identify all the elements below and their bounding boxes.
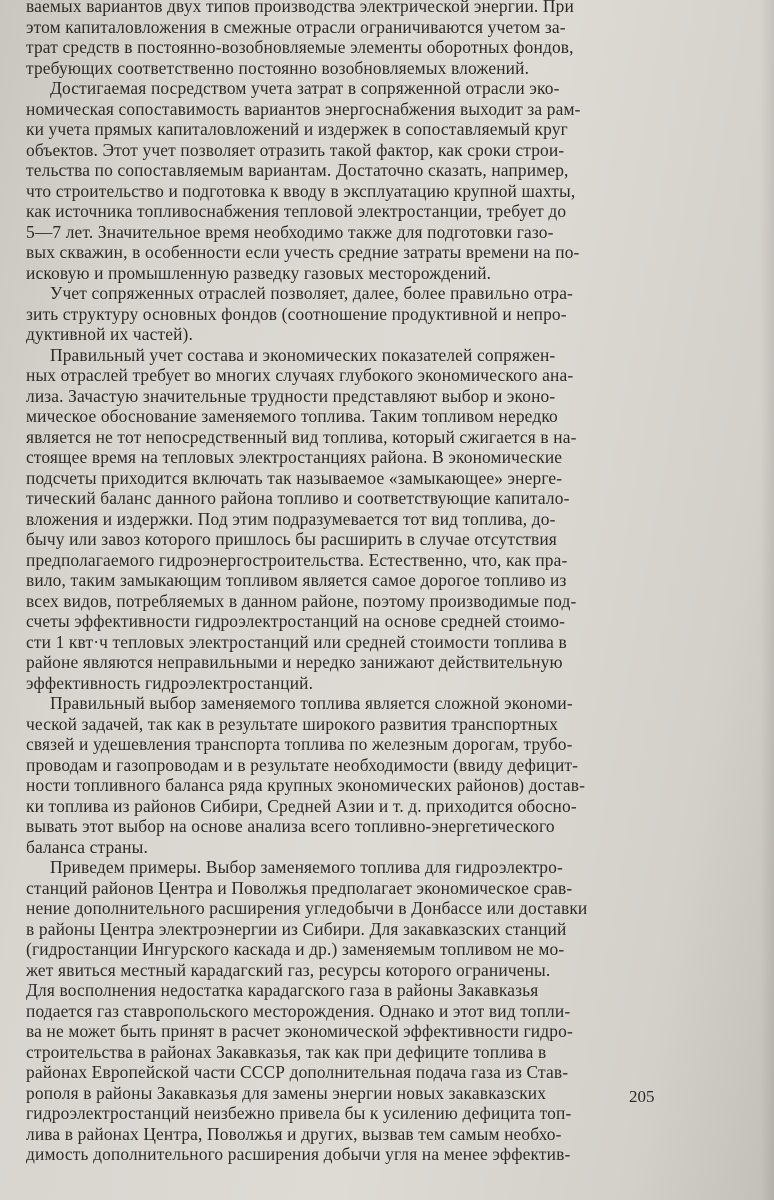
text-line: объектов. Этот учет позволяет отразить такой фактор, как сроки строи- (26, 139, 565, 160)
text-line: зить структуру основных фондов (соотношение продуктивной и непро- (26, 303, 567, 324)
paragraph-5 (26, 693, 758, 857)
text-line: предполагаемого гидроэнергостроительства. Естественно, что, как пра- (26, 549, 568, 570)
text-line: гидроэлектростанций неизбежно привела бы к усилению дефицита топ- (26, 1103, 572, 1123)
text-line: ных отраслей требует во многих случаях глубокого экономического ана- (26, 365, 574, 385)
text-line: стоящее время на тепловых электростанциях района. В экономические (26, 447, 563, 467)
page-edge-shadow (760, 0, 774, 1200)
text-line: дуктивной их частей). (26, 324, 193, 344)
text-line: эффективность гидроэлектростанций. (26, 672, 314, 693)
text-line: тический баланс данного района топливо и соответствующие капитало- (26, 488, 570, 508)
text-line: ности топливного баланса ряда крупных экономических районов) достав- (26, 775, 586, 795)
text-line: вых скважин, в особенности если учесть средние затраты времени на по- (26, 242, 580, 262)
text-line: вывать этот выбор на основе анализа всего топливно-энергетического (26, 816, 555, 836)
text-line: Правильный учет состава и экономических показателей сопряжен- (50, 344, 556, 365)
text-line: станций районов Центра и Поволжья предполагает экономическое срав- (26, 877, 573, 898)
text-line: мическое обоснование заменяемого топлива. Таким топливом нередко (26, 406, 558, 426)
text-line: ва не может быть принят в расчет экономической эффективности гидро- (26, 1021, 573, 1041)
text-line: как источника топливоснабжения тепловой электростанции, требует до (26, 201, 567, 221)
text-line: подсчеты приходится включать так называемое «замыкающее» энерге- (26, 467, 563, 488)
text-line: сти 1 квт·ч тепловых электростанций или средней стоимости топлива в (26, 631, 567, 652)
body-text (26, 0, 758, 1165)
text-line: вложения и издержки. Под этим подразумевается тот вид топлива, до- (26, 508, 556, 529)
text-line: ки топлива из районов Сибири, Средней Азии и т. д. приходится обосно- (26, 795, 577, 816)
text-line: Приведем примеры. Выбор заменяемого топлива для гидроэлектро- (50, 857, 563, 877)
paragraph-3 (26, 283, 758, 345)
text-line: всех видов, потребляемых в данном районе, поэтому производимые под- (26, 590, 577, 611)
text-line: этом капиталовложения в смежные отрасли ограничиваются учетом за- (26, 16, 566, 37)
text-line: что строительство и подготовка к вводу в эксплуатацию крупной шахты, (26, 180, 576, 201)
text-line: ваемых вариантов двух типов производства электрической энергии. При (26, 0, 574, 16)
text-line: строительства в районах Закавказья, так как при дефиците топлива в (26, 1041, 547, 1062)
text-line: является не тот непосредственный вид топлива, который сжигается в на- (26, 426, 577, 447)
text-line: 5—7 лет. Значительное время необходимо также для подготовки газо- (26, 221, 554, 242)
text-line: димость дополнительного расширения добычи угля на менее эффектив- (26, 1144, 571, 1164)
text-line: счеты эффективности гидроэлектростанций на основе средней стоимо- (26, 611, 566, 631)
text-line: связей и удешевления транспорта топлива по железным дорогам, трубо- (26, 734, 573, 754)
text-line: ки учета прямых капиталовложений и издержек в сопоставляемый круг (26, 119, 568, 139)
text-line: Для восполнения недостатка карадагского газа в районы Закавказья (26, 980, 539, 1000)
text-line: требующих соответственно постоянно возобновляемых вложений. (26, 57, 530, 78)
paragraph-6 (26, 857, 758, 1165)
paragraph-1 (26, 0, 758, 78)
text-line: районах Европейской части СССР дополнительная подача газа из Став- (26, 1062, 569, 1082)
text-line: Достигаемая посредством учета затрат в сопряженной отрасли эко- (50, 78, 560, 98)
text-line: подается газ ставропольского месторождения. Однако и этот вид топли- (26, 1000, 571, 1021)
text-line: нение дополнительного расширения угледобычи в Донбассе или доставки (26, 898, 588, 918)
paragraph-4 (26, 345, 758, 694)
text-line: исковую и промышленную разведку газовых месторождений. (26, 262, 492, 283)
text-line: номическая сопоставимость вариантов энергоснабжения выходит за рам- (26, 98, 581, 119)
text-line: лиза. Зачастую значительные трудности представляют выбор и эконо- (26, 385, 556, 406)
text-line: баланса страны. (26, 836, 148, 857)
text-line: трат средств в постоянно-возобновляемые элементы оборотных фондов, (26, 37, 574, 57)
text-line: ческой задачей, так как в результате широкого развития транспортных (26, 713, 559, 734)
text-line: районе являются неправильными и нередко занижают действительную (26, 652, 563, 672)
text-line: жет явиться местный карадагский газ, ресурсы которого ограничены. (26, 959, 551, 980)
text-line: Правильный выбор заменяемого топлива является сложной экономи- (50, 693, 573, 713)
text-line: бычу или завоз которого пришлось бы расширить в случае отсутствия (26, 529, 557, 549)
paragraph-2 (26, 78, 758, 283)
text-line: лива в районах Центра, Поволжья и других, вызвав тем самым необхо- (26, 1123, 562, 1144)
text-line: проводам и газопроводам и в результате необходимости (ввиду дефицит- (26, 754, 579, 775)
text-line: тельства по сопоставляемым вариантам. Достаточно сказать, например, (26, 160, 569, 180)
text-line: (гидростанции Ингурского каскада и др.) заменяемым топливом не мо- (26, 939, 565, 959)
text-line: вило, таким замыкающим топливом является самое дорогое топливо из (26, 570, 567, 590)
text-line: в районы Центра электроэнергии из Сибири. Для закавказских станций (26, 918, 567, 939)
text-line: рополя в районы Закавказья для замены энергии новых закавказских (26, 1082, 547, 1103)
text-line: Учет сопряженных отраслей позволяет, далее, более правильно отра- (50, 283, 574, 303)
page-number: 205 (629, 1087, 655, 1106)
